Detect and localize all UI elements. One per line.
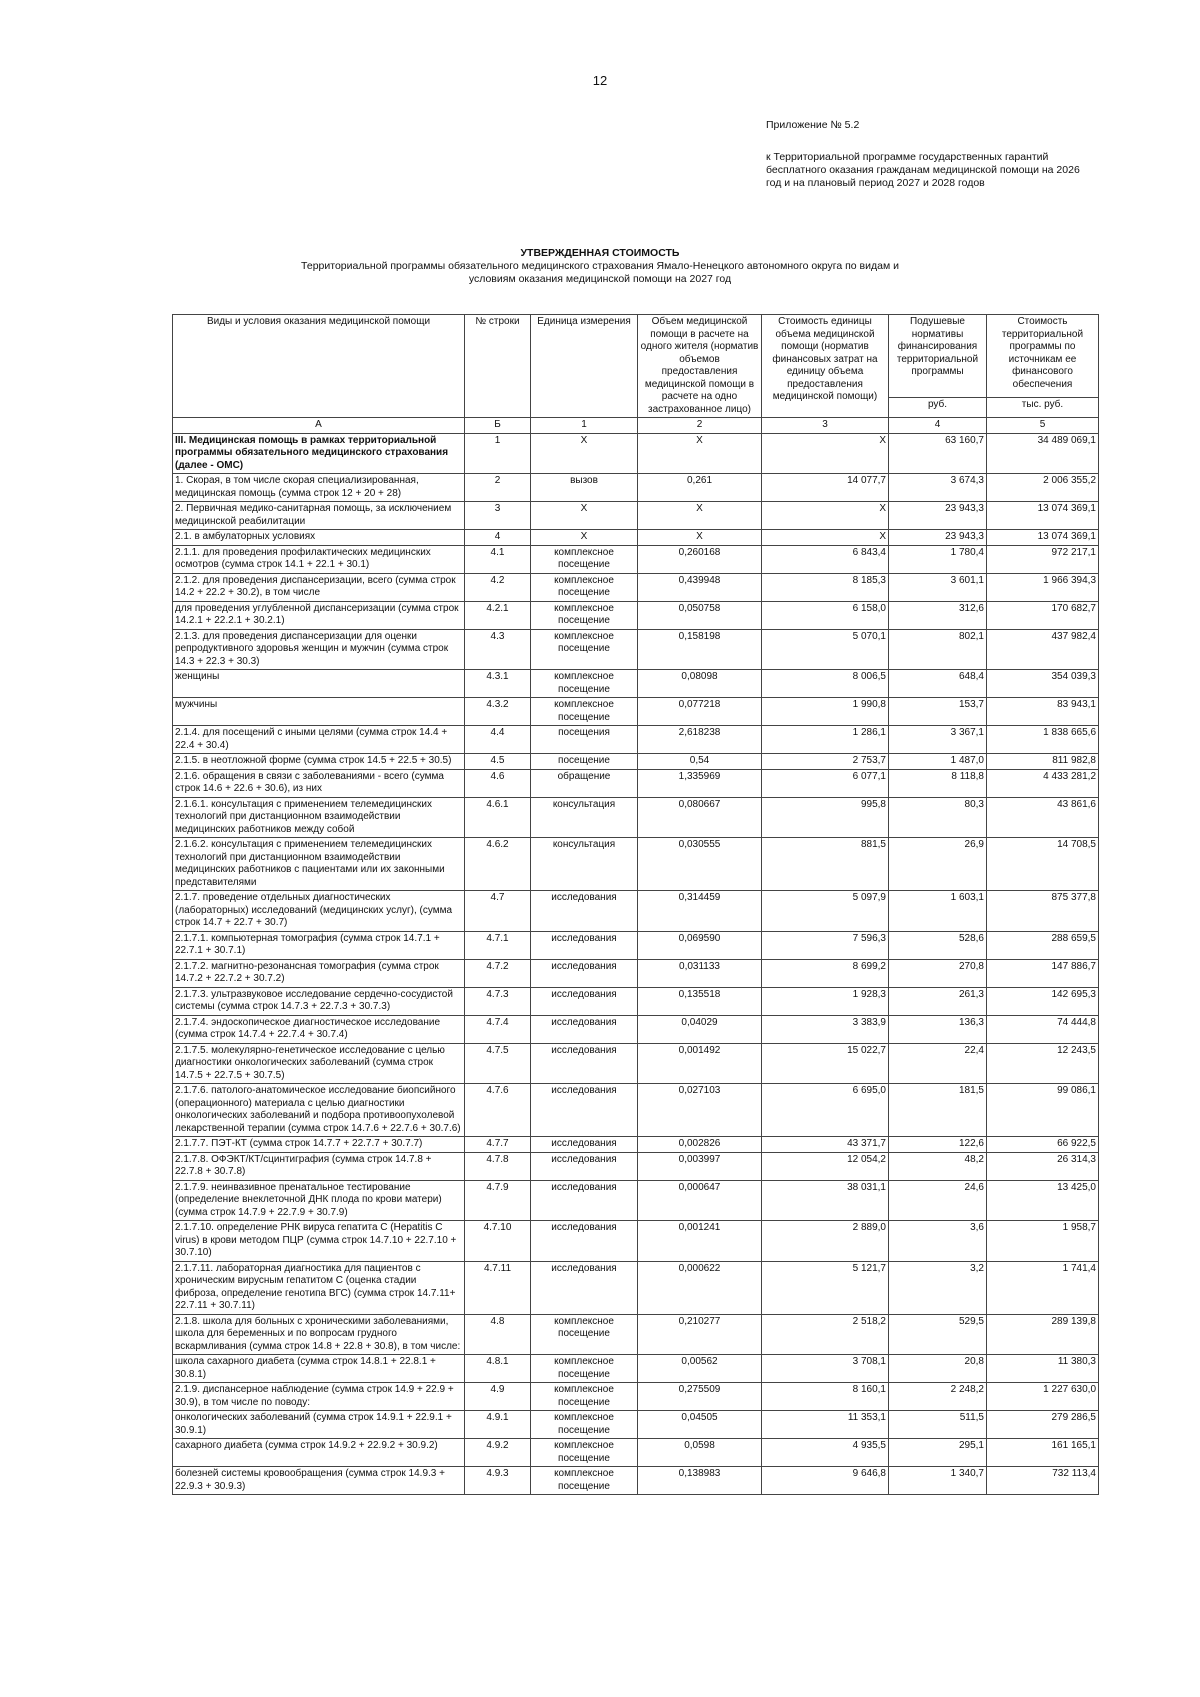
table-row bbox=[173, 1084, 1099, 1137]
table-row bbox=[173, 1439, 1099, 1467]
index-cell: 1 bbox=[531, 418, 638, 434]
cell-unit: консультация bbox=[531, 797, 638, 838]
cell-volume: 1,335969 bbox=[638, 769, 762, 797]
table-row bbox=[173, 1411, 1099, 1439]
cell-volume: 2,618238 bbox=[638, 726, 762, 754]
header-code: № строки bbox=[465, 315, 531, 418]
index-cell: 5 bbox=[987, 418, 1099, 434]
table-row bbox=[173, 931, 1099, 959]
cell-unit: комплексное посещение bbox=[531, 670, 638, 698]
cell-percapita: 1 340,7 bbox=[889, 1467, 987, 1495]
cell-code: 4.7.4 bbox=[465, 1015, 531, 1043]
cell-total: 13 074 369,1 bbox=[987, 530, 1099, 546]
table-row bbox=[173, 1221, 1099, 1262]
cell-total: 26 314,3 bbox=[987, 1152, 1099, 1180]
cell-percapita: 181,5 bbox=[889, 1084, 987, 1137]
cell-name: 2.1.9. диспансерное наблюдение (сумма строк 14.9 + 22.9 + 30.9), в том числе по поводу: bbox=[173, 1383, 465, 1411]
index-cell: 2 bbox=[638, 418, 762, 434]
appendix-subtitle: к Территориальной программе государственных гарантий бесплатного оказания гражданам медицинской помощи на 2026 год и на плановый период 2027 и 2028 годов bbox=[766, 151, 1080, 189]
cell-volume: 0,069590 bbox=[638, 931, 762, 959]
table-row bbox=[173, 433, 1099, 474]
table-row bbox=[173, 1314, 1099, 1355]
cell-code: 4.9 bbox=[465, 1383, 531, 1411]
cell-total: 4 433 281,2 bbox=[987, 769, 1099, 797]
cell-name: 2.1.7.9. неинвазивное пренатальное тестирование (определение внеклеточной ДНК плода по крови матери) (сумма строк 14.7.9 + 22.7.9 + 30.7.9) bbox=[173, 1180, 465, 1221]
cell-code: 4.9.1 bbox=[465, 1411, 531, 1439]
cell-percapita: 3 674,3 bbox=[889, 474, 987, 502]
cell-cost: 8 185,3 bbox=[762, 573, 889, 601]
table-row bbox=[173, 1383, 1099, 1411]
cell-name: 2.1.7.3. ультразвуковое исследование сердечно-сосудистой системы (сумма строк 14.7.3 + 22.7.3 + 30.7.3) bbox=[173, 987, 465, 1015]
table-row bbox=[173, 474, 1099, 502]
cell-percapita: 20,8 bbox=[889, 1355, 987, 1383]
cell-percapita: 529,5 bbox=[889, 1314, 987, 1355]
cell-code: 4.6.1 bbox=[465, 797, 531, 838]
cell-unit: комплексное посещение bbox=[531, 601, 638, 629]
table-row bbox=[173, 670, 1099, 698]
table-row bbox=[173, 726, 1099, 754]
table-row bbox=[173, 545, 1099, 573]
header-row bbox=[173, 315, 1099, 398]
cell-name: 2.1.7.1. компьютерная томография (сумма строк 14.7.1 + 22.7.1 + 30.7.1) bbox=[173, 931, 465, 959]
cell-cost: 5 121,7 bbox=[762, 1261, 889, 1314]
cell-volume: 0,002826 bbox=[638, 1137, 762, 1153]
appendix-label: Приложение № 5.2 bbox=[766, 119, 860, 131]
cell-percapita: 22,4 bbox=[889, 1043, 987, 1084]
cell-name: 2.1.6. обращения в связи с заболеваниями - всего (сумма строк 14.6 + 22.6 + 30.6), из них bbox=[173, 769, 465, 797]
cell-code: 4.8.1 bbox=[465, 1355, 531, 1383]
cell-percapita: 48,2 bbox=[889, 1152, 987, 1180]
cell-cost: Х bbox=[762, 502, 889, 530]
cell-total: 43 861,6 bbox=[987, 797, 1099, 838]
cell-volume: 0,439948 bbox=[638, 573, 762, 601]
cell-name: женщины bbox=[173, 670, 465, 698]
cell-unit: Х bbox=[531, 530, 638, 546]
cell-code: 4.7.8 bbox=[465, 1152, 531, 1180]
cell-percapita: 3 367,1 bbox=[889, 726, 987, 754]
cell-code: 4.7.10 bbox=[465, 1221, 531, 1262]
table-row bbox=[173, 959, 1099, 987]
cell-unit: исследования bbox=[531, 1043, 638, 1084]
cell-code: 4.7.2 bbox=[465, 959, 531, 987]
cell-percapita: 511,5 bbox=[889, 1411, 987, 1439]
cell-total: 161 165,1 bbox=[987, 1439, 1099, 1467]
cell-name: 2.1. в амбулаторных условиях bbox=[173, 530, 465, 546]
cell-volume: 0,261 bbox=[638, 474, 762, 502]
cell-code: 4.9.2 bbox=[465, 1439, 531, 1467]
cell-unit: исследования bbox=[531, 1261, 638, 1314]
cell-cost: 43 371,7 bbox=[762, 1137, 889, 1153]
cell-cost: 6 158,0 bbox=[762, 601, 889, 629]
cell-cost: 14 077,7 bbox=[762, 474, 889, 502]
cell-code: 4.3.2 bbox=[465, 698, 531, 726]
cell-name: для проведения углубленной диспансеризации (сумма строк 14.2.1 + 22.2.1 + 30.2.1) bbox=[173, 601, 465, 629]
header-volume: Объем медицинской помощи в расчете на одного жителя (норматив объемов предоставления медицинской помощи в расчете на одно застрахованное лицо) bbox=[638, 315, 762, 418]
cell-name: 1. Скорая, в том числе скорая специализированная, медицинская помощь (сумма строк 12 + 20 + 28) bbox=[173, 474, 465, 502]
table-row bbox=[173, 987, 1099, 1015]
cell-percapita: 63 160,7 bbox=[889, 433, 987, 474]
cell-percapita: 2 248,2 bbox=[889, 1383, 987, 1411]
cell-percapita: 3,6 bbox=[889, 1221, 987, 1262]
header-percapita-unit: руб. bbox=[889, 398, 987, 418]
cell-total: 732 113,4 bbox=[987, 1467, 1099, 1495]
cell-percapita: 80,3 bbox=[889, 797, 987, 838]
cell-total: 279 286,5 bbox=[987, 1411, 1099, 1439]
cell-name: 2.1.7. проведение отдельных диагностических (лабораторных) исследований (медицинских услуг), (сумма строк 14.7 + 22.7 + 30.7) bbox=[173, 891, 465, 932]
cell-unit: исследования bbox=[531, 891, 638, 932]
cell-unit: комплексное посещение bbox=[531, 1411, 638, 1439]
cell-cost: Х bbox=[762, 433, 889, 474]
cell-volume: Х bbox=[638, 530, 762, 546]
cell-cost: Х bbox=[762, 530, 889, 546]
cell-volume: 0,158198 bbox=[638, 629, 762, 670]
cell-unit: комплексное посещение bbox=[531, 1383, 638, 1411]
cell-code: 4.8 bbox=[465, 1314, 531, 1355]
cell-cost: 7 596,3 bbox=[762, 931, 889, 959]
cell-cost: 3 708,1 bbox=[762, 1355, 889, 1383]
cell-volume: 0,003997 bbox=[638, 1152, 762, 1180]
table-row bbox=[173, 769, 1099, 797]
cell-total: 142 695,3 bbox=[987, 987, 1099, 1015]
cell-cost: 3 383,9 bbox=[762, 1015, 889, 1043]
cell-cost: 8 699,2 bbox=[762, 959, 889, 987]
cell-code: 4.7.6 bbox=[465, 1084, 531, 1137]
cell-volume: 0,030555 bbox=[638, 838, 762, 891]
cell-volume: Х bbox=[638, 433, 762, 474]
cell-code: 4.5 bbox=[465, 754, 531, 770]
cell-percapita: 3 601,1 bbox=[889, 573, 987, 601]
cell-name: болезней системы кровообращения (сумма строк 14.9.3 + 22.9.3 + 30.9.3) bbox=[173, 1467, 465, 1495]
table-row bbox=[173, 601, 1099, 629]
cell-cost: 995,8 bbox=[762, 797, 889, 838]
table-row bbox=[173, 1015, 1099, 1043]
cell-total: 11 380,3 bbox=[987, 1355, 1099, 1383]
table-row bbox=[173, 891, 1099, 932]
cell-unit: комплексное посещение bbox=[531, 1355, 638, 1383]
cell-code: 4.7.5 bbox=[465, 1043, 531, 1084]
cell-cost: 38 031,1 bbox=[762, 1180, 889, 1221]
cell-volume: 0,314459 bbox=[638, 891, 762, 932]
cell-unit: консультация bbox=[531, 838, 638, 891]
index-cell: 3 bbox=[762, 418, 889, 434]
cell-cost: 12 054,2 bbox=[762, 1152, 889, 1180]
cell-percapita: 153,7 bbox=[889, 698, 987, 726]
cell-total: 1 966 394,3 bbox=[987, 573, 1099, 601]
cell-percapita: 1 780,4 bbox=[889, 545, 987, 573]
cell-percapita: 23 943,3 bbox=[889, 502, 987, 530]
cell-code: 4.6.2 bbox=[465, 838, 531, 891]
header-unit: Единица измерения bbox=[531, 315, 638, 418]
cell-cost: 2 889,0 bbox=[762, 1221, 889, 1262]
cell-code: 4.3 bbox=[465, 629, 531, 670]
cell-cost: 8 006,5 bbox=[762, 670, 889, 698]
cell-name: 2.1.7.11. лабораторная диагностика для пациентов с хроническим вирусным гепатитом С (оценка стадии фиброза, определение генотипа ВГС) (сумма строк 14.7.11+ 22.7.11 + 30.7.11) bbox=[173, 1261, 465, 1314]
cell-volume: 0,275509 bbox=[638, 1383, 762, 1411]
cell-code: 4.4 bbox=[465, 726, 531, 754]
cell-name: 2.1.7.7. ПЭТ-КТ (сумма строк 14.7.7 + 22.7.7 + 30.7.7) bbox=[173, 1137, 465, 1153]
document-header bbox=[0, 247, 1200, 286]
cell-name: 2.1.5. в неотложной форме (сумма строк 14.5 + 22.5 + 30.5) bbox=[173, 754, 465, 770]
cell-total: 437 982,4 bbox=[987, 629, 1099, 670]
cell-volume: 0,04505 bbox=[638, 1411, 762, 1439]
cell-name: мужчины bbox=[173, 698, 465, 726]
cell-percapita: 295,1 bbox=[889, 1439, 987, 1467]
document-subtitle: Территориальной программы обязательного медицинского страхования Ямало-Ненецкого автономного округа по видам и условиям оказания медицинской помощи на 2027 год bbox=[301, 260, 899, 285]
table-row bbox=[173, 1152, 1099, 1180]
page-number: 12 bbox=[592, 73, 608, 88]
cell-unit: вызов bbox=[531, 474, 638, 502]
cell-cost: 8 160,1 bbox=[762, 1383, 889, 1411]
cell-percapita: 24,6 bbox=[889, 1180, 987, 1221]
cell-unit: исследования bbox=[531, 1152, 638, 1180]
cell-volume: Х bbox=[638, 502, 762, 530]
cell-unit: комплексное посещение bbox=[531, 1439, 638, 1467]
cell-total: 83 943,1 bbox=[987, 698, 1099, 726]
cell-name: 2.1.7.10. определение РНК вируса гепатита С (Hepatitis C virus) в крови методом ПЦР (сумма строк 14.7.10 + 22.7.10 + 30.7.10) bbox=[173, 1221, 465, 1262]
document-title: УТВЕРЖДЕННАЯ СТОИМОСТЬ bbox=[520, 247, 680, 259]
cell-percapita: 528,6 bbox=[889, 931, 987, 959]
cell-unit: комплексное посещение bbox=[531, 698, 638, 726]
column-index-row bbox=[173, 418, 1099, 434]
table-row bbox=[173, 698, 1099, 726]
cell-unit: комплексное посещение bbox=[531, 1467, 638, 1495]
table-row bbox=[173, 797, 1099, 838]
cell-code: 1 bbox=[465, 433, 531, 474]
cell-volume: 0,0598 bbox=[638, 1439, 762, 1467]
table-row bbox=[173, 1355, 1099, 1383]
cell-volume: 0,54 bbox=[638, 754, 762, 770]
cell-total: 74 444,8 bbox=[987, 1015, 1099, 1043]
cell-unit: посещения bbox=[531, 726, 638, 754]
cell-unit: исследования bbox=[531, 1015, 638, 1043]
cell-volume: 0,000647 bbox=[638, 1180, 762, 1221]
header-name: Виды и условия оказания медицинской помощи bbox=[173, 315, 465, 418]
cell-unit: Х bbox=[531, 502, 638, 530]
table-row bbox=[173, 573, 1099, 601]
cell-volume: 0,001492 bbox=[638, 1043, 762, 1084]
table-row bbox=[173, 1261, 1099, 1314]
cell-cost: 1 990,8 bbox=[762, 698, 889, 726]
cell-code: 4.7.9 bbox=[465, 1180, 531, 1221]
cell-total: 99 086,1 bbox=[987, 1084, 1099, 1137]
cell-volume: 0,031133 bbox=[638, 959, 762, 987]
cell-unit: посещение bbox=[531, 754, 638, 770]
cell-total: 1 838 665,6 bbox=[987, 726, 1099, 754]
cell-cost: 6 695,0 bbox=[762, 1084, 889, 1137]
cell-total: 972 217,1 bbox=[987, 545, 1099, 573]
cell-code: 4.7.11 bbox=[465, 1261, 531, 1314]
cell-name: 2. Первичная медико-санитарная помощь, за исключением медицинской реабилитации bbox=[173, 502, 465, 530]
table-row bbox=[173, 530, 1099, 546]
cell-unit: исследования bbox=[531, 987, 638, 1015]
cell-volume: 0,04029 bbox=[638, 1015, 762, 1043]
cell-name: 2.1.6.1. консультация с применением телемедицинских технологий при дистанционном взаимодействии медицинских работников между собой bbox=[173, 797, 465, 838]
cell-volume: 0,001241 bbox=[638, 1221, 762, 1262]
cell-volume: 0,08098 bbox=[638, 670, 762, 698]
cell-volume: 0,260168 bbox=[638, 545, 762, 573]
cell-cost: 881,5 bbox=[762, 838, 889, 891]
cell-unit: комплексное посещение bbox=[531, 545, 638, 573]
cell-total: 147 886,7 bbox=[987, 959, 1099, 987]
table-body bbox=[173, 433, 1099, 1495]
cell-cost: 5 070,1 bbox=[762, 629, 889, 670]
index-cell: Б bbox=[465, 418, 531, 434]
appendix-block bbox=[766, 119, 1096, 190]
cell-unit: комплексное посещение bbox=[531, 629, 638, 670]
cell-code: 4.1 bbox=[465, 545, 531, 573]
cell-total: 1 958,7 bbox=[987, 1221, 1099, 1262]
table-row bbox=[173, 1467, 1099, 1495]
cell-name: 2.1.2. для проведения диспансеризации, всего (сумма строк 14.2 + 22.2 + 30.2), в том числе bbox=[173, 573, 465, 601]
table-row bbox=[173, 838, 1099, 891]
table-row bbox=[173, 1137, 1099, 1153]
cell-name: 2.1.7.2. магнитно-резонансная томография (сумма строк 14.7.2 + 22.7.2 + 30.7.2) bbox=[173, 959, 465, 987]
cell-unit: комплексное посещение bbox=[531, 573, 638, 601]
cell-total: 13 425,0 bbox=[987, 1180, 1099, 1221]
cell-name: 2.1.7.5. молекулярно-генетическое исследование с целью диагностики онкологических заболеваний (сумма строк 14.7.5 + 22.7.5 + 30.7.5) bbox=[173, 1043, 465, 1084]
cell-cost: 6 077,1 bbox=[762, 769, 889, 797]
cell-percapita: 122,6 bbox=[889, 1137, 987, 1153]
cell-percapita: 261,3 bbox=[889, 987, 987, 1015]
table-row bbox=[173, 502, 1099, 530]
cell-name: 2.1.8. школа для больных с хроническими заболеваниями, школа для беременных и по вопросам грудного вскармливания (сумма строк 14.8 + 22.8 + 30.8), в том числе: bbox=[173, 1314, 465, 1355]
index-cell: 4 bbox=[889, 418, 987, 434]
cell-total: 2 006 355,2 bbox=[987, 474, 1099, 502]
cell-total: 34 489 069,1 bbox=[987, 433, 1099, 474]
cell-percapita: 8 118,8 bbox=[889, 769, 987, 797]
cell-unit: исследования bbox=[531, 1180, 638, 1221]
cell-name: 2.1.7.6. патолого-анатомическое исследование биопсийного (операционного) материала с целью диагностики онкологических заболеваний и подбора противоопухолевой лекарственной терапии (сумма строк 14.7.6 + 22.7.6 + 30.7.6) bbox=[173, 1084, 465, 1137]
cell-total: 13 074 369,1 bbox=[987, 502, 1099, 530]
cell-percapita: 3,2 bbox=[889, 1261, 987, 1314]
cell-code: 4.9.3 bbox=[465, 1467, 531, 1495]
cell-cost: 2 753,7 bbox=[762, 754, 889, 770]
cell-cost: 5 097,9 bbox=[762, 891, 889, 932]
cell-code: 4.7 bbox=[465, 891, 531, 932]
cell-unit: комплексное посещение bbox=[531, 1314, 638, 1355]
cell-cost: 1 286,1 bbox=[762, 726, 889, 754]
cell-code: 4.2 bbox=[465, 573, 531, 601]
cell-name: 2.1.3. для проведения диспансеризации для оценки репродуктивного здоровья женщин и мужчин (сумма строк 14.3 + 22.3 + 30.3) bbox=[173, 629, 465, 670]
cell-name: 2.1.7.4. эндоскопическое диагностическое исследование (сумма строк 14.7.4 + 22.7.4 + 30.7.4) bbox=[173, 1015, 465, 1043]
table-row bbox=[173, 1180, 1099, 1221]
cell-unit: Х bbox=[531, 433, 638, 474]
cell-percapita: 23 943,3 bbox=[889, 530, 987, 546]
cell-total: 1 741,4 bbox=[987, 1261, 1099, 1314]
table-row bbox=[173, 629, 1099, 670]
cell-code: 4.3.1 bbox=[465, 670, 531, 698]
cell-cost: 11 353,1 bbox=[762, 1411, 889, 1439]
cell-volume: 0,138983 bbox=[638, 1467, 762, 1495]
cell-name: школа сахарного диабета (сумма строк 14.8.1 + 22.8.1 + 30.8.1) bbox=[173, 1355, 465, 1383]
cell-unit: исследования bbox=[531, 1137, 638, 1153]
cell-name: 2.1.4. для посещений с иными целями (сумма строк 14.4 + 22.4 + 30.4) bbox=[173, 726, 465, 754]
cell-volume: 0,080667 bbox=[638, 797, 762, 838]
cell-total: 354 039,3 bbox=[987, 670, 1099, 698]
cell-cost: 2 518,2 bbox=[762, 1314, 889, 1355]
cost-table bbox=[172, 314, 1099, 1495]
cell-code: 4.2.1 bbox=[465, 601, 531, 629]
cell-volume: 0,00562 bbox=[638, 1355, 762, 1383]
cell-code: 4.7.3 bbox=[465, 987, 531, 1015]
cell-percapita: 802,1 bbox=[889, 629, 987, 670]
cell-percapita: 26,9 bbox=[889, 838, 987, 891]
cell-unit: обращение bbox=[531, 769, 638, 797]
header-cost: Стоимость единицы объема медицинской помощи (норматив финансовых затрат на единицу объема предоставления медицинской помощи) bbox=[762, 315, 889, 418]
cell-total: 289 139,8 bbox=[987, 1314, 1099, 1355]
cell-total: 1 227 630,0 bbox=[987, 1383, 1099, 1411]
cell-volume: 0,077218 bbox=[638, 698, 762, 726]
cell-unit: исследования bbox=[531, 1221, 638, 1262]
table-row bbox=[173, 1043, 1099, 1084]
cell-volume: 0,050758 bbox=[638, 601, 762, 629]
cell-name: 2.1.1. для проведения профилактических медицинских осмотров (сумма строк 14.1 + 22.1 + 30.1) bbox=[173, 545, 465, 573]
cell-cost: 15 022,7 bbox=[762, 1043, 889, 1084]
cell-total: 811 982,8 bbox=[987, 754, 1099, 770]
cell-code: 4.7.7 bbox=[465, 1137, 531, 1153]
cell-percapita: 648,4 bbox=[889, 670, 987, 698]
cell-unit: исследования bbox=[531, 959, 638, 987]
header-percapita: Подушевые нормативы финансирования территориальной программы bbox=[889, 315, 987, 398]
cell-percapita: 312,6 bbox=[889, 601, 987, 629]
cell-volume: 0,135518 bbox=[638, 987, 762, 1015]
cell-total: 14 708,5 bbox=[987, 838, 1099, 891]
cell-cost: 6 843,4 bbox=[762, 545, 889, 573]
cell-code: 4.6 bbox=[465, 769, 531, 797]
cell-percapita: 1 603,1 bbox=[889, 891, 987, 932]
header-total: Стоимость территориальной программы по источникам ее финансового обеспечения bbox=[987, 315, 1099, 398]
cell-unit: исследования bbox=[531, 1084, 638, 1137]
cell-cost: 1 928,3 bbox=[762, 987, 889, 1015]
cell-unit: исследования bbox=[531, 931, 638, 959]
cell-volume: 0,210277 bbox=[638, 1314, 762, 1355]
cell-name: 2.1.7.8. ОФЭКТ/КТ/сцинтиграфия (сумма строк 14.7.8 + 22.7.8 + 30.7.8) bbox=[173, 1152, 465, 1180]
cell-name: 2.1.6.2. консультация с применением телемедицинских технологий при дистанционном взаимодействии медицинских работников с пациентами или их законными представителями bbox=[173, 838, 465, 891]
cell-code: 3 bbox=[465, 502, 531, 530]
cell-cost: 4 935,5 bbox=[762, 1439, 889, 1467]
cell-total: 170 682,7 bbox=[987, 601, 1099, 629]
cell-volume: 0,027103 bbox=[638, 1084, 762, 1137]
cell-percapita: 270,8 bbox=[889, 959, 987, 987]
cell-total: 12 243,5 bbox=[987, 1043, 1099, 1084]
table-row bbox=[173, 754, 1099, 770]
cell-name: онкологических заболеваний (сумма строк 14.9.1 + 22.9.1 + 30.9.1) bbox=[173, 1411, 465, 1439]
cell-percapita: 1 487,0 bbox=[889, 754, 987, 770]
header-total-unit: тыс. руб. bbox=[987, 398, 1099, 418]
cell-total: 66 922,5 bbox=[987, 1137, 1099, 1153]
cell-code: 4 bbox=[465, 530, 531, 546]
cell-name: III. Медицинская помощь в рамках территориальной программы обязательного медицинского страхования (далее - ОМС) bbox=[173, 433, 465, 474]
cell-total: 875 377,8 bbox=[987, 891, 1099, 932]
cell-percapita: 136,3 bbox=[889, 1015, 987, 1043]
cell-code: 4.7.1 bbox=[465, 931, 531, 959]
cell-code: 2 bbox=[465, 474, 531, 502]
cell-total: 288 659,5 bbox=[987, 931, 1099, 959]
index-cell: А bbox=[173, 418, 465, 434]
cell-volume: 0,000622 bbox=[638, 1261, 762, 1314]
cell-cost: 9 646,8 bbox=[762, 1467, 889, 1495]
cell-name: сахарного диабета (сумма строк 14.9.2 + 22.9.2 + 30.9.2) bbox=[173, 1439, 465, 1467]
